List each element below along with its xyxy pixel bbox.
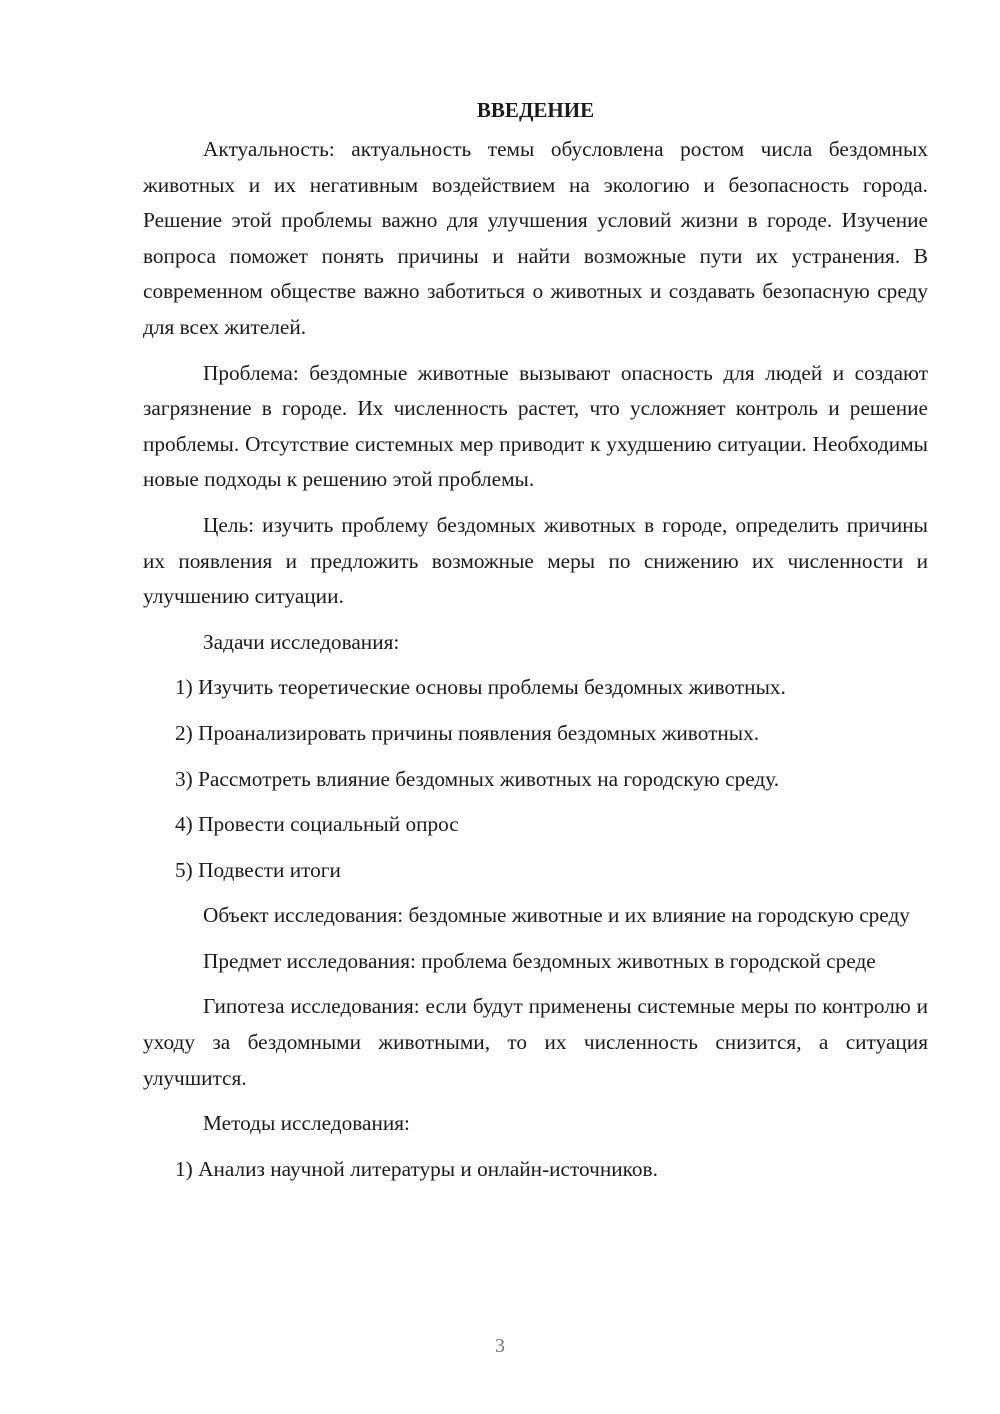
goal-paragraph: Цель: изучить проблему бездомных животных в городе, определить причины их появления и предложить возможные меры по снижению их численности и улучшению ситуации. bbox=[143, 512, 928, 609]
subject-paragraph: Предмет исследования: проблема бездомных животных в городской среде bbox=[203, 948, 876, 973]
problem-paragraph: Проблема: бездомные животные вызывают опасность для людей и создают загрязнение в городе. Их численность растет, что усложняет контроль и решение проблемы. Отсутствие системных мер приводит к ухудшению ситуации. Необходимы новые подходы к решению этой проблемы. bbox=[143, 360, 928, 492]
list-item: 1) Изучить теоретические основы проблемы бездомных животных. bbox=[175, 675, 786, 700]
relevance-paragraph: Актуальность: актуальность темы обусловлена ростом числа бездомных животных и их негативным воздействием на экологию и безопасность города. Решение этой проблемы важно для улучшения условий жизни в городе. Изучение вопроса поможет понять причины и найти возможные пути их устранения. В современном обществе важно заботиться о животных и создавать безопасную среду для всех жителей. bbox=[143, 137, 928, 339]
list-item: 5) Подвести итоги bbox=[175, 857, 341, 882]
methods-list bbox=[143, 1152, 928, 1188]
methods-heading: Методы исследования: bbox=[203, 1111, 410, 1136]
object-paragraph: Объект исследования: бездомные животные и их влияние на городскую среду bbox=[203, 903, 910, 928]
list-item: 2) Проанализировать причины появления бездомных животных. bbox=[175, 720, 760, 745]
hypothesis-paragraph: Гипотеза исследования: если будут применены системные меры по контролю и уходу за бездомными животными, то их численность снизится, а ситуация улучшится. bbox=[143, 994, 928, 1090]
tasks-list bbox=[143, 670, 928, 888]
list-item: 1) Анализ научной литературы и онлайн-источников. bbox=[175, 1156, 658, 1181]
list-item: 4) Провести социальный опрос bbox=[175, 812, 459, 837]
tasks-heading: Задачи исследования: bbox=[203, 629, 400, 654]
list-item: 3) Рассмотреть влияние бездомных животных на городскую среду. bbox=[175, 766, 780, 791]
document-page bbox=[143, 92, 928, 1197]
section-title: ВВЕДЕНИЕ bbox=[476, 98, 595, 122]
page-number: 3 bbox=[495, 1335, 505, 1357]
